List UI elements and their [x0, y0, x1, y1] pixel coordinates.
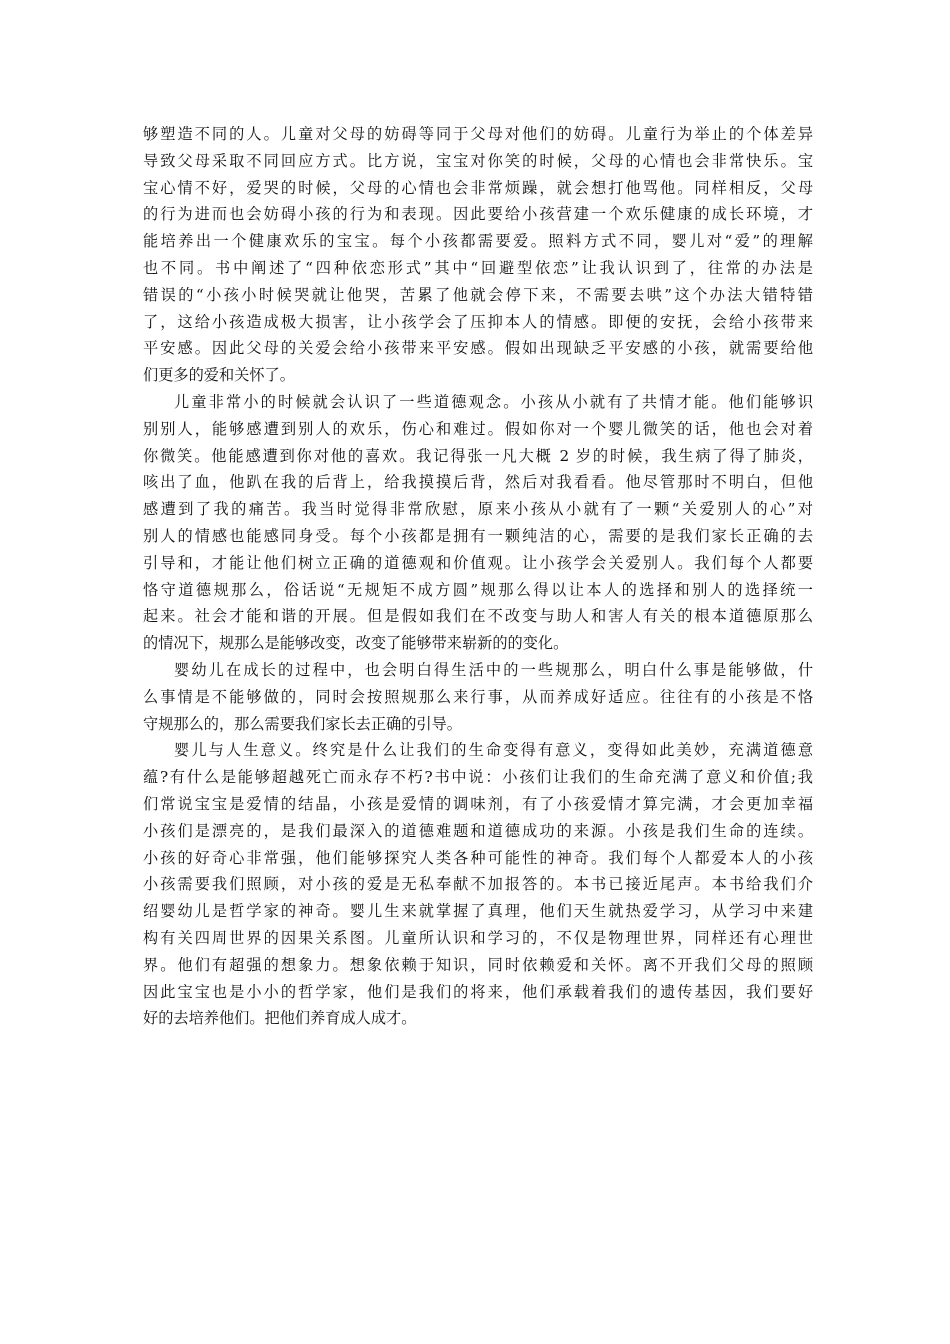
- text-line: 错误的“小孩小时候哭就让他哭，苦累了他就会停下来，不需要去哄”这个办法大错特错: [143, 285, 813, 304]
- text-line: 能培养出一个健康欢乐的宝宝。每个小孩都需要爱。照料方式不同，婴儿对“爱”的理解: [143, 232, 813, 251]
- text-line: 的行为进而也会妨碍小孩的行为和表现。因此要给小孩营建一个欢乐健康的成长环境，才: [143, 205, 813, 224]
- body-text: [143, 121, 813, 1032]
- text-line: 咳出了血，他趴在我的后背上，给我摸摸后背，然后对我看看。他尽管那时不明白，但他: [143, 473, 813, 492]
- text-line: 蕴?有什么是能够超越死亡而永存不朽?书中说：小孩们让我们的生命充满了意义和价值;我: [143, 768, 813, 787]
- text-line: 宝心情不好，爱哭的时候，父母的心情也会非常烦躁，就会想打他骂他。同样相反，父母: [143, 178, 813, 197]
- text-line: 引导和，才能让他们树立正确的道德观和价值观。让小孩学会关爱别人。我们每个人都要: [143, 553, 813, 572]
- text-line: 守规那么的，那么需要我们家长去正确的引导。: [143, 714, 462, 733]
- text-line: 好的去培养他们。把他们养育成人成才。: [143, 1009, 417, 1028]
- text-line: 们常说宝宝是爱情的结晶，小孩是爱情的调味剂，有了小孩爱情才算完满，才会更加幸福: [143, 794, 813, 813]
- text-line: 也不同。书中阐述了“四种依恋形式”其中“回避型依恋”让我认识到了，往常的办法是: [143, 258, 813, 277]
- text-line: 起来。社会才能和谐的开展。但是假如我们在不改变与助人和害人有关的根本道德原那么: [143, 607, 813, 626]
- text-line: 婴儿与人生意义。终究是什么让我们的生命变得有意义，变得如此美妙，充满道德意: [174, 741, 813, 760]
- text-line: 儿童非常小的时候就会认识了一些道德观念。小孩从小就有了共情才能。他们能够识: [174, 392, 813, 411]
- text-line: 小孩的好奇心非常强，他们能够探究人类各种可能性的神奇。我们每个人都爱本人的小孩: [143, 848, 813, 867]
- text-line: 么事情是不能够做的，同时会按照规那么来行事，从而养成好适应。往往有的小孩是不恪: [143, 687, 813, 706]
- text-line: 界。他们有超强的想象力。想象依赖于知识，同时依赖爱和关怀。离不开我们父母的照顾: [143, 955, 813, 974]
- text-line: 够塑造不同的人。儿童对父母的妨碍等同于父母对他们的妨碍。儿童行为举止的个体差异: [143, 125, 813, 143]
- text-line: 婴幼儿在成长的过程中，也会明白得生活中的一些规那么，明白什么事是能够做，什: [174, 660, 813, 679]
- text-line: 感遭到了我的痛苦。我当时觉得非常欣慰，原来小孩从小就有了一颗“关爱别人的心”对: [143, 500, 813, 519]
- text-line: 们更多的爱和关怀了。: [143, 366, 295, 385]
- text-line: 你微笑。他能感遭到你对他的喜欢。我记得张一凡大概 2 岁的时候，我生病了得了肺炎，: [143, 446, 813, 465]
- text-line: 小孩们是漂亮的，是我们最深入的道德难题和道德成功的来源。小孩是我们生命的连续。: [143, 821, 813, 840]
- text-line: 别别人，能够感遭到别人的欢乐，伤心和难过。假如你对一个婴儿微笑的话，他也会对着: [143, 419, 813, 438]
- text-line: 了，这给小孩造成极大损害，让小孩学会了压抑本人的情感。即便的安抚，会给小孩带来: [143, 312, 813, 331]
- text-line: 别人的情感也能感同身受。每个小孩都是拥有一颗纯洁的心，需要的是我们家长正确的去: [143, 526, 813, 545]
- text-line: 因此宝宝也是小小的哲学家，他们是我们的将来，他们承载着我们的遗传基因，我们要好: [143, 982, 813, 1001]
- text-line: 恪守道德规那么，俗话说“无规矩不成方圆”规那么得以让本人的选择和别人的选择统一: [143, 580, 813, 599]
- text-line: 小孩需要我们照顾，对小孩的爱是无私奉献不加报答的。本书已接近尾声。本书给我们介: [143, 875, 813, 894]
- text-line: 构有关四周世界的因果关系图。儿童所认识和学习的，不仅是物理世界，同样还有心理世: [143, 928, 813, 947]
- text-line: 平安感。因此父母的关爱会给小孩带来平安感。假如出现缺乏平安感的小孩，就需要给他: [143, 339, 813, 358]
- text-line: 的情况下，规那么是能够改变，改变了能够带来崭新的的变化。: [143, 634, 569, 653]
- text-line: 导致父母采取不同回应方式。比方说，宝宝对你笑的时候，父母的心情也会非常快乐。宝: [143, 151, 813, 170]
- text-line: 绍婴幼儿是哲学家的神奇。婴儿生来就掌握了真理，他们天生就热爱学习，从学习中来建: [143, 902, 813, 921]
